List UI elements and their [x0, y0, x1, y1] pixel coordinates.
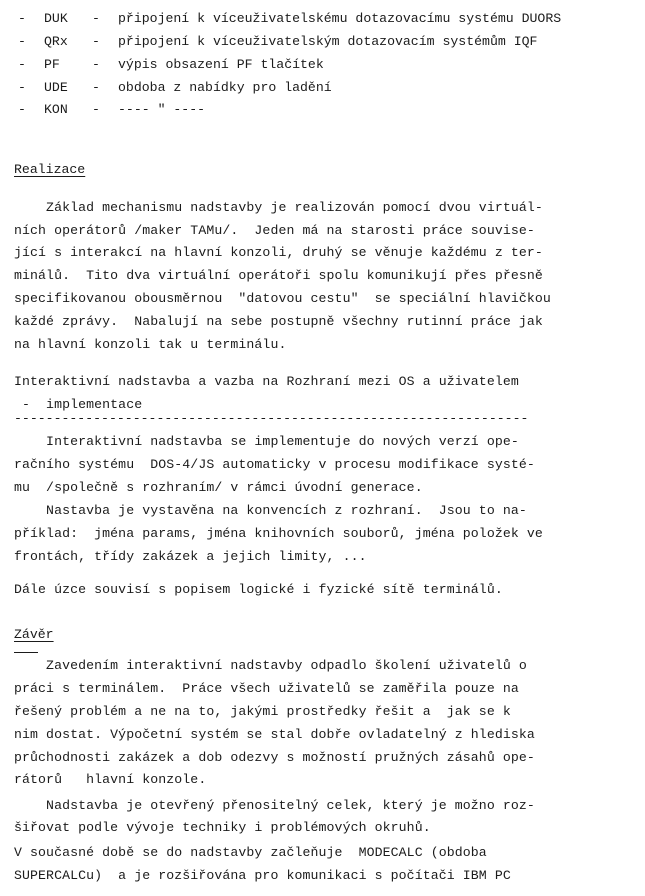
- text-line: na hlavní konzoli tak u terminálu.: [14, 337, 287, 352]
- command-description: obdoba z nabídky pro ladění: [118, 80, 332, 95]
- bullet-dash: -: [18, 80, 26, 95]
- command-description: ---- " ----: [118, 102, 206, 117]
- text-line: rátorů hlavní konzole.: [14, 772, 207, 787]
- command-code: QRx: [44, 34, 68, 49]
- section-heading-realizace: Realizace: [14, 162, 86, 177]
- command-item: [14, 55, 324, 75]
- handwritten-dash-mark: [14, 652, 38, 653]
- bullet-dash: -: [18, 57, 26, 72]
- command-code: PF: [44, 57, 60, 72]
- text-line: Interaktivní nadstavba se implementuje do nových verzí ope-: [14, 434, 519, 449]
- separator-dash: -: [92, 102, 100, 117]
- text-line: jící s interakcí na hlavní konzoli, druhý se věnuje každému z ter-: [14, 245, 543, 260]
- text-line: specifikovanou obousměrnou "datovou cestu" se speciální hlavičkou: [14, 291, 551, 306]
- text-line: V současné době se do nadstavby začleňuje MODECALC (obdoba: [14, 845, 487, 860]
- text-line: šiřovat podle vývoje techniky i problémových okruhů.: [14, 820, 431, 835]
- text-line: Dále úzce souvisí s popisem logické i fyzické sítě terminálů.: [14, 582, 503, 597]
- command-description: výpis obsazení PF tlačítek: [118, 57, 324, 72]
- command-description: připojení k víceuživatelskému dotazovacímu systému DUORS: [118, 11, 562, 26]
- separator-dash: -: [92, 80, 100, 95]
- command-item: [14, 32, 538, 52]
- bullet-dash: -: [18, 11, 26, 26]
- text-line: Základ mechanismu nadstavby je realizován pomocí dvou virtuál-: [14, 200, 543, 215]
- command-item: [14, 9, 562, 29]
- text-line: račního systému DOS-4/JS automaticky v procesu modifikace systé-: [14, 457, 535, 472]
- section-heading-interaktivni: Interaktivní nadstavba a vazba na Rozhraní mezi OS a uživatelem: [14, 374, 519, 389]
- text-line: minálů. Tito dva virtuální operátoři spolu komunikují přes přesně: [14, 268, 543, 283]
- text-line: Zavedením interaktivní nadstavby odpadlo školení uživatelů o: [14, 658, 527, 673]
- section-heading-implementace: - implementace: [14, 397, 143, 412]
- section-heading-zaver: Závěr: [14, 627, 54, 642]
- text-line: frontách, třídy zakázek a jejich limity, ...: [14, 549, 367, 564]
- command-item: [14, 78, 332, 98]
- text-line: průchodnosti zakázek a dob odezvy s možností pružných zásahů ope-: [14, 750, 535, 765]
- text-line: Nastavba je vystavěna na konvencích z rozhraní. Jsou to na-: [14, 503, 527, 518]
- bullet-dash: -: [18, 102, 26, 117]
- separator-dash: -: [92, 57, 100, 72]
- text-line: řešený problém a ne na to, jakými prostředky řešit a jak se k: [14, 704, 511, 719]
- text-line: mu /společně s rozhraním/ v rámci úvodní generace.: [14, 480, 423, 495]
- text-line: ních operátorů /maker TAMu/. Jeden má na starosti práce souvise-: [14, 223, 535, 238]
- command-item: [14, 100, 206, 120]
- text-line: nim dostat. Výpočetní systém se stal dobře ovladatelný z hlediska: [14, 727, 535, 742]
- text-line: příklad: jména params, jména knihovních souborů, jména položek ve: [14, 526, 543, 541]
- command-description: připojení k víceuživatelským dotazovacím systémům IQF: [118, 34, 538, 49]
- text-line: Nadstavba je otevřený přenositelný celek, který je možno roz-: [14, 798, 535, 813]
- command-code: KON: [44, 102, 68, 117]
- command-code: UDE: [44, 80, 68, 95]
- command-code: DUK: [44, 11, 68, 26]
- separator-dash: -: [92, 11, 100, 26]
- bullet-dash: -: [18, 34, 26, 49]
- text-line: práci s terminálem. Práce všech uživatelů se zaměřila pouze na: [14, 681, 519, 696]
- dashed-rule: -----------------------------------------------------------------: [14, 413, 529, 425]
- separator-dash: -: [92, 34, 100, 49]
- text-line: SUPERCALCu) a je rozšiřována pro komunikaci s počítači IBM PC: [14, 868, 511, 883]
- text-line: každé zprávy. Nabalují na sebe postupně všechny rutinní práce jak: [14, 314, 543, 329]
